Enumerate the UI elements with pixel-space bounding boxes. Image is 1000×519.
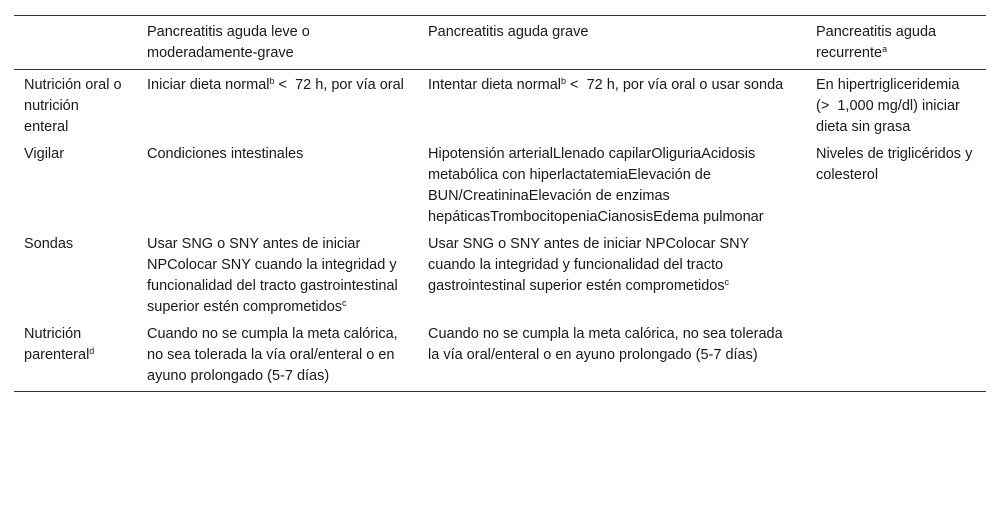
table-row <box>14 139 986 229</box>
footnote-marker: b <box>269 76 275 86</box>
cell-recurrent <box>806 319 986 392</box>
cell-severe: Hipotensión arterialLlenado capilarOliguriaAcidosis metabólica con hiperlactatemiaElevación de BUN/CreatininaElevación de enzimas hepáticasTrombocitopeniaCianosisEdema pulmonar <box>428 146 764 225</box>
table-row <box>14 70 986 140</box>
cell-mild-moderate: Usar SNG o SNY antes de iniciar NPColocar SNY cuando la integridad y funcionalidad del tracto gastrointestinal superior estén comprometidos$^c$ <box>147 236 398 315</box>
table-body <box>14 70 986 392</box>
nutrition-table <box>14 15 986 392</box>
cell-recurrent <box>806 229 986 319</box>
table-row <box>14 319 986 392</box>
cell-severe: Intentar dieta normal$^b$ < 72 h, por vía oral o usar sonda <box>428 76 784 93</box>
row-label: Nutrición parenteral$^d$ <box>24 326 95 363</box>
footnote-marker: c <box>342 298 347 308</box>
cell-severe: Cuando no se cumpla la meta calórica, no sea tolerada la vía oral/enteral o en ayuno prolongado (5-7 días) <box>428 326 783 363</box>
table-row <box>14 229 986 319</box>
footnote-marker: d <box>89 346 95 356</box>
header-severe: Pancreatitis aguda grave <box>428 24 589 40</box>
cell-mild-moderate: Condiciones intestinales <box>147 146 304 162</box>
footnote-marker: b <box>561 76 567 86</box>
row-label: Nutrición oral o nutrición enteral <box>24 77 122 135</box>
header-empty-cell <box>14 16 137 70</box>
header-row <box>14 16 986 70</box>
cell-recurrent: En hipertrigliceridemia (> 1,000 mg/dl) iniciar dieta sin grasa <box>816 77 964 135</box>
header-recurrent: Pancreatitis aguda recurrente$^a$ <box>816 24 937 61</box>
cell-severe: Usar SNG o SNY antes de iniciar NPColocar SNY cuando la integridad y funcionalidad del tracto gastrointestinal superior estén comprometidos$^c$ <box>428 236 750 294</box>
cell-mild-moderate: Iniciar dieta normal$^b$ < 72 h, por vía oral <box>147 76 404 93</box>
footnote-marker: a <box>882 44 888 54</box>
row-label: Vigilar <box>24 146 65 162</box>
cell-mild-moderate: Cuando no se cumpla la meta calórica, no sea tolerada la vía oral/enteral o en ayuno prolongado (5-7 días) <box>147 326 398 384</box>
nutrition-table-container <box>14 15 986 392</box>
table-header <box>14 16 986 70</box>
row-label: Sondas <box>24 236 74 252</box>
cell-recurrent: Niveles de triglicéridos y colesterol <box>816 146 973 183</box>
footnote-marker: c <box>724 277 730 287</box>
header-mild-moderate: Pancreatitis aguda leve o moderadamente-grave <box>147 24 310 61</box>
